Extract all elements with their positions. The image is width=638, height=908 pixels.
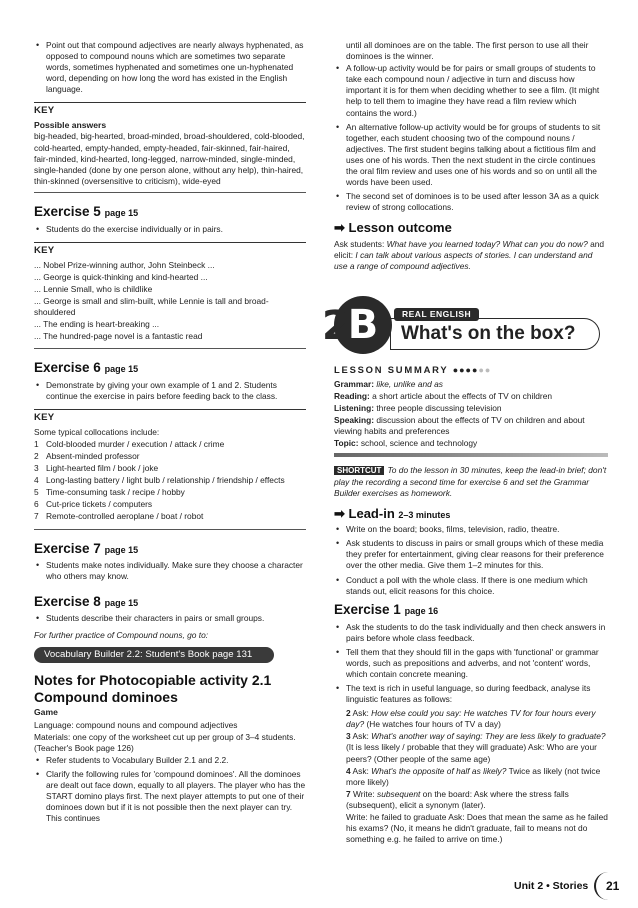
collocation-item: 4 Long-lasting battery / light bulb / relationship / friendship / effects: [34, 475, 285, 486]
analysis-last: Write: he failed to graduate Ask: Does that mean the same as he failed his exams? (No, it means he didn't graduate, fail to means not do something e.g. he failed to arrive on time.): [346, 812, 608, 845]
collocation-item: 1 Cold-blooded murder / execution / attack / crime: [34, 438, 225, 449]
intro-bullet: • Point out that compound adjectives are nearly always hyphenated, as opposed to compound nouns which are sometimes two separate words, sometimes hyphenated and sometimes one un-hyphenated word, depending on how long the word has existed in the English language.: [34, 40, 306, 95]
summary-speaking: Speaking: discussion about the effects of TV on children and about viewing habits and preferences: [334, 415, 585, 437]
vocabulary-builder-link[interactable]: Vocabulary Builder 2.2: Student's Book page 131: [34, 647, 274, 664]
exercise-5-list: [34, 224, 306, 235]
exercise-6-bullet: • Demonstrate by giving your own example of 1 and 2. Students continue the exercise in pairs before feeding back to the class.: [34, 380, 306, 402]
lesson-outcome-heading: ➡ Lesson outcome: [334, 220, 452, 236]
summary-reading: Reading: a short article about the effects of TV on children: [334, 390, 553, 401]
exercise-1-bullet: • Ask the students to do the task individually and then check answers in pairs before whole class feedback.: [334, 622, 608, 644]
lead-in-bullet: • Write on the board; books, films, television, radio, theatre.: [334, 524, 608, 535]
key-subtitle: Possible answers: [34, 120, 107, 131]
lead-in-heading: ➡ Lead-in 2–3 minutes: [334, 506, 451, 522]
lesson-title: What's on the box?: [390, 318, 600, 350]
key-line: ... The ending is heart-breaking ...: [34, 318, 160, 329]
continued-text: until all dominoes are on the table. The first person to use all their dominoes is the winner.: [346, 40, 589, 62]
arrow-icon: ➡: [334, 506, 345, 522]
game-label: Game: [34, 707, 58, 718]
key-line: ... Nobel Prize-winning author, John Steinbeck ...: [34, 259, 215, 270]
analysis-item: 2 Ask: How else could you say: He watches TV for four hours every day? (He watches four hours of TV a day): [346, 708, 596, 730]
summary-divider: [334, 453, 608, 457]
follow-up-bullet: • An alternative follow-up activity would be for groups of students to sit together, each student choosing two of the compound nouns / adjectives. The first student begins talking about a fictitious film and uses one of his words. Then the next student in the circle continues the oral film review and uses one of his words and so on until all the words have been used.: [334, 122, 608, 189]
summary-grammar: Grammar: like, unlike and as: [334, 378, 443, 389]
exercise-7-list: [34, 560, 306, 582]
key-lines: [34, 260, 306, 350]
collocation-item: 7 Remote-controlled aeroplane / boat / robot: [34, 511, 204, 522]
exercise-7-bullet: • Students make notes individually. Make sure they choose a character who others may know.: [34, 560, 306, 582]
exercise-1-bullet: • The text is rich in useful language, so during feedback, analyse its linguistic features as follows:: [334, 683, 608, 705]
analysis-block: [334, 708, 608, 845]
key-box-3: [34, 409, 306, 529]
analysis-item: 3 Ask: What's another way of saying: They are less likely to graduate? (It is less likely / probable that they will graduate) Ask: Who are your peers? (Other people of the same age): [346, 731, 606, 764]
exercise-8-bullet: • Students describe their characters in pairs or small groups.: [34, 613, 306, 624]
key-line: ... George is small and slim-built, while Lennie is tall and broad-shouldered: [34, 295, 269, 317]
lead-in-bullet: • Ask students to discuss in pairs or small groups which of these media they prefer for entertainment, giving clear reasons for their preference over the other media. Give them 1–2 minutes for this.: [334, 538, 608, 571]
key-answers: big-headed, big-hearted, broad-minded, broad-shouldered, cold-blooded, cold-hearted, empty-handed, empty-headed, fair-skinned, fair-haired, fair-minded, kind-hearted, long-legged, narrow-minded, single-minded, single-handed (done by one person alone, without any help), thin-haired, thin-skinned (oversensitive to criticism), wide-eyed: [34, 131, 306, 192]
key-line: ... The hundred-page novel is a fantastic read: [34, 331, 203, 342]
collocation-item: 6 Cut-price tickets / computers: [34, 499, 153, 510]
intro-list: [34, 40, 306, 95]
follow-up-list: [334, 63, 608, 213]
exercise-5-heading: Exercise 5 page 15: [34, 203, 139, 219]
exercise-1-list: [334, 622, 608, 706]
footer-unit-label: Unit 2 • Stories: [514, 880, 589, 892]
lesson-banner: [322, 296, 608, 354]
shortcut-tag: SHORTCUT: [334, 466, 384, 475]
exercise-7-heading: Exercise 7 page 15: [34, 540, 139, 556]
key-line: ... Lennie Small, who is childlike: [34, 283, 153, 294]
materials-line: Materials: one copy of the worksheet cut up per group of 3–4 students. (Teacher's Book page 126): [34, 731, 296, 753]
key-title: KEY: [34, 244, 55, 256]
collocation-list: [34, 439, 306, 530]
notes-bullet: • Clarify the following rules for 'compound dominoes'. All the dominoes are dealt out face down, equally to all players. The player who has the START domino plays first. The next player attempts to put one of their dominoes down but if it is not possible then the next player can try. This continues: [34, 769, 306, 824]
exercise-6-heading: Exercise 6 page 15: [34, 360, 139, 376]
language-line: Language: compound nouns and compound adjectives: [34, 719, 238, 730]
follow-up-bullet: • A follow-up activity would be for pairs or small groups of students to take each compound noun / adjective in turn and discuss how important it is for them when deciding whether to see a film. (It might help to tell them to imagine they have read a film review which contains the word.): [334, 63, 608, 118]
notes-list: [34, 755, 306, 825]
left-column: [34, 40, 306, 827]
summary-listening: Listening: three people discussing television: [334, 402, 502, 413]
collocation-item: 5 Time-consuming task / recipe / hobby: [34, 487, 185, 498]
key-title: KEY: [34, 105, 55, 117]
lesson-summary-heading: LESSON SUMMARY ●●●●●●: [334, 363, 492, 375]
exercise-1-bullet: • Tell them that they should fill in the gaps with 'functional' or grammar words, such as prepositions and adverbs, and not 'content' words, which contain concrete meaning.: [334, 647, 608, 680]
key-intro: Some typical collocations include:: [34, 426, 160, 437]
key-line: ... George is quick-thinking and kind-hearted ...: [34, 271, 208, 282]
exercise-6-list: [34, 380, 306, 402]
exercise-1-heading: Exercise 1 page 16: [334, 601, 439, 617]
collocation-item: 2 Absent-minded professor: [34, 451, 140, 461]
notes-heading: Notes for Photocopiable activity 2.1 Compound dominoes: [34, 672, 272, 705]
exercise-8-list: [34, 613, 306, 624]
exercise-5-bullet: • Students do the exercise individually or in pairs.: [34, 224, 306, 235]
further-practice-text: For further practice of Compound nouns, go to:: [34, 630, 209, 641]
key-box-1: [34, 102, 306, 192]
difficulty-dots-icon: ●●●●●●: [452, 364, 492, 375]
page-number: 21: [594, 872, 624, 900]
summary-topic: Topic: school, science and technology: [334, 438, 478, 449]
lead-in-list: [334, 524, 608, 597]
lesson-badge: B: [334, 296, 392, 354]
analysis-item: 4 Ask: What's the opposite of half as likely? Twice as likely (not twice more likely): [346, 765, 601, 787]
real-english-tag: REAL ENGLISH: [394, 308, 479, 321]
lesson-number: 2: [322, 302, 350, 349]
lesson-outcome-text: Ask students: What have you learned today? What can you do now? and elicit: I can talk about various aspects of stories. I can understand and use a range of compound adjectives.: [334, 238, 605, 271]
analysis-item: 7 Write: subsequent on the board: Ask where the stress falls (subsequent), elicit a synonym (later).: [346, 788, 569, 810]
collocation-item: 3 Light-hearted film / book / joke: [34, 463, 159, 474]
key-title: KEY: [34, 412, 55, 424]
exercise-8-heading: Exercise 8 page 15: [34, 593, 139, 609]
right-column: [322, 40, 608, 846]
shortcut-note: SHORTCUT To do the lesson in 30 minutes, keep the lead-in brief; don't play the recording a second time for exercise 6 and set the Grammar Builder exercises as homework.: [334, 465, 607, 498]
key-box-2: [34, 242, 306, 349]
notes-bullet: • Refer students to Vocabulary Builder 2.1 and 2.2.: [34, 755, 306, 766]
follow-up-bullet: • The second set of dominoes is to be used after lesson 3A as a quick review of strong collocations.: [334, 191, 608, 213]
arrow-icon: ➡: [334, 220, 345, 236]
lead-in-bullet: • Conduct a poll with the whole class. If there is one medium which stands out, elicit reasons for this choice.: [334, 575, 608, 597]
